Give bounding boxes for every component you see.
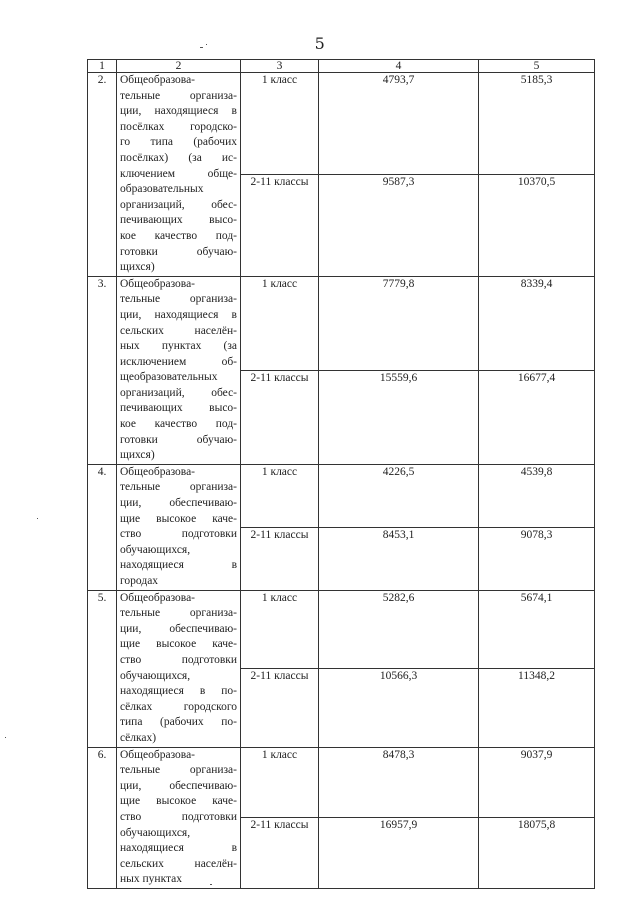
scan-speck	[210, 884, 212, 885]
institution-type-line: печивающих высо-	[120, 214, 237, 227]
institution-type-line: находящиеся в	[120, 842, 237, 855]
value-col5: 4539,8	[479, 464, 595, 527]
institution-type-line: ных пунктах (за	[120, 340, 237, 353]
institution-type-line: обучающихся,	[120, 669, 191, 682]
grade-group: 2-11 классы	[241, 174, 319, 276]
institution-type-line: ключением обще-	[120, 167, 237, 180]
value-col4: 5282,6	[319, 590, 479, 668]
institution-type-line: тельные организа-	[120, 293, 237, 306]
institution-type-line: щие высокое каче-	[120, 795, 237, 808]
institution-type-line: сельских населён-	[120, 324, 237, 337]
row-number: 6.	[88, 747, 117, 888]
value-col5: 11348,2	[479, 669, 595, 747]
institution-type-line: Общеобразова-	[120, 748, 196, 761]
institution-type	[117, 590, 241, 747]
institution-type-line: ство подготовки	[120, 810, 237, 823]
scan-speck	[206, 44, 207, 45]
row-number: 2.	[88, 73, 117, 277]
institution-type-line: щие высокое каче-	[120, 512, 237, 525]
value-col4: 8453,1	[319, 527, 479, 590]
institution-type-line: щихся)	[120, 449, 155, 462]
institution-type-line: Общеобразова-	[120, 277, 196, 290]
institution-type-line: тельные организа-	[120, 764, 237, 777]
value-col5: 18075,8	[479, 818, 595, 889]
header-cell: 4	[319, 60, 479, 73]
grade-group: 2-11 классы	[241, 818, 319, 889]
institution-type	[117, 747, 241, 888]
institution-type-line: кое качество под-	[120, 418, 237, 431]
institution-type	[117, 464, 241, 590]
institution-type-line: щие высокое каче-	[120, 638, 237, 651]
value-col5: 9037,9	[479, 747, 595, 818]
institution-type-line: находящиеся в	[120, 559, 237, 572]
row-number: 3.	[88, 276, 117, 464]
value-col4: 16957,9	[319, 818, 479, 889]
institution-type-line: находящиеся в по-	[120, 685, 237, 698]
value-col4: 10566,3	[319, 669, 479, 747]
institution-type-line: тельные организа-	[120, 607, 237, 620]
institution-type-line: Общеобразова-	[120, 591, 196, 604]
table-row	[88, 73, 595, 175]
institution-type-line: организаций, обес-	[120, 386, 237, 399]
row-number: 5.	[88, 590, 117, 747]
table-row	[88, 464, 595, 527]
institution-type	[117, 73, 241, 277]
institution-type-line: типа (рабочих по-	[120, 716, 237, 729]
institution-type-line: го типа (рабочих	[120, 136, 237, 149]
institution-type-line: обучающихся,	[120, 543, 191, 556]
institution-type-line: ции, находящиеся в	[120, 105, 237, 118]
table-body	[88, 60, 595, 889]
institution-type-line: готовки обучаю-	[120, 433, 237, 446]
scan-speck	[37, 518, 38, 519]
institution-type-line: образовательных	[120, 183, 204, 196]
table-row	[88, 276, 595, 370]
grade-group: 2-11 классы	[241, 370, 319, 464]
institution-type-line: Общеобразова-	[120, 465, 196, 478]
value-col4: 15559,6	[319, 370, 479, 464]
grade-group: 2-11 классы	[241, 527, 319, 590]
institution-type-line: ции, находящиеся в	[120, 308, 237, 321]
institution-type-line: тельные организа-	[120, 481, 237, 494]
value-col4: 7779,8	[319, 276, 479, 370]
scan-speck	[5, 737, 6, 738]
institution-type-line: ции, обеспечиваю-	[120, 497, 237, 510]
institution-type-line: готовки обучаю-	[120, 245, 237, 258]
value-col4: 8478,3	[319, 747, 479, 818]
value-col5: 16677,4	[479, 370, 595, 464]
page-number: 5	[314, 34, 326, 53]
institution-type-line: сёлках городского	[120, 700, 237, 713]
grade-group: 2-11 классы	[241, 669, 319, 747]
value-col5: 10370,5	[479, 174, 595, 276]
institution-type-line: исключением об-	[120, 355, 237, 368]
institution-type-line: ных пунктах	[120, 873, 183, 886]
institution-type-line: ции, обеспечиваю-	[120, 622, 237, 635]
institution-type-line: сельских населён-	[120, 857, 237, 870]
row-number: 4.	[88, 464, 117, 590]
institution-type-line: ство подготовки	[120, 528, 237, 541]
value-col4: 4226,5	[319, 464, 479, 527]
header-cell: 1	[88, 60, 117, 73]
value-col4: 4793,7	[319, 73, 479, 175]
header-row	[88, 60, 595, 73]
institution-type-line: Общеобразова-	[120, 74, 196, 86]
institution-type-line: посёлках) (за ис-	[120, 151, 237, 164]
scan-speck	[200, 47, 203, 48]
institution-type-line: ции, обеспечиваю-	[120, 779, 237, 792]
institution-type-line: печивающих высо-	[120, 402, 237, 415]
institution-type-line: кое качество под-	[120, 229, 237, 242]
institution-type-line: ство подготовки	[120, 653, 237, 666]
institution-type-line: щеобразовательных	[120, 371, 218, 384]
header-cell: 5	[479, 60, 595, 73]
grade-group: 1 класс	[241, 464, 319, 527]
grade-group: 1 класс	[241, 747, 319, 818]
value-col5: 5674,1	[479, 590, 595, 668]
institution-type-line: посёлках городско-	[120, 120, 237, 133]
grade-group: 1 класс	[241, 590, 319, 668]
value-col5: 9078,3	[479, 527, 595, 590]
grade-group: 1 класс	[241, 276, 319, 370]
institution-type-line: тельные организа-	[120, 89, 237, 102]
value-col5: 8339,4	[479, 276, 595, 370]
institution-type-line: сёлках)	[120, 731, 157, 744]
institution-type-line: обучающихся,	[120, 826, 191, 839]
value-col4: 9587,3	[319, 174, 479, 276]
value-col5: 5185,3	[479, 73, 595, 175]
header-cell: 3	[241, 60, 319, 73]
header-cell: 2	[117, 60, 241, 73]
grade-group: 1 класс	[241, 73, 319, 175]
institution-type	[117, 276, 241, 464]
table-row	[88, 590, 595, 668]
institution-type-line: щихся)	[120, 261, 155, 274]
institution-type-line: городах	[120, 575, 159, 587]
institution-type-line: организаций, обес-	[120, 198, 237, 211]
table-row	[88, 747, 595, 818]
tariff-table	[87, 59, 595, 889]
